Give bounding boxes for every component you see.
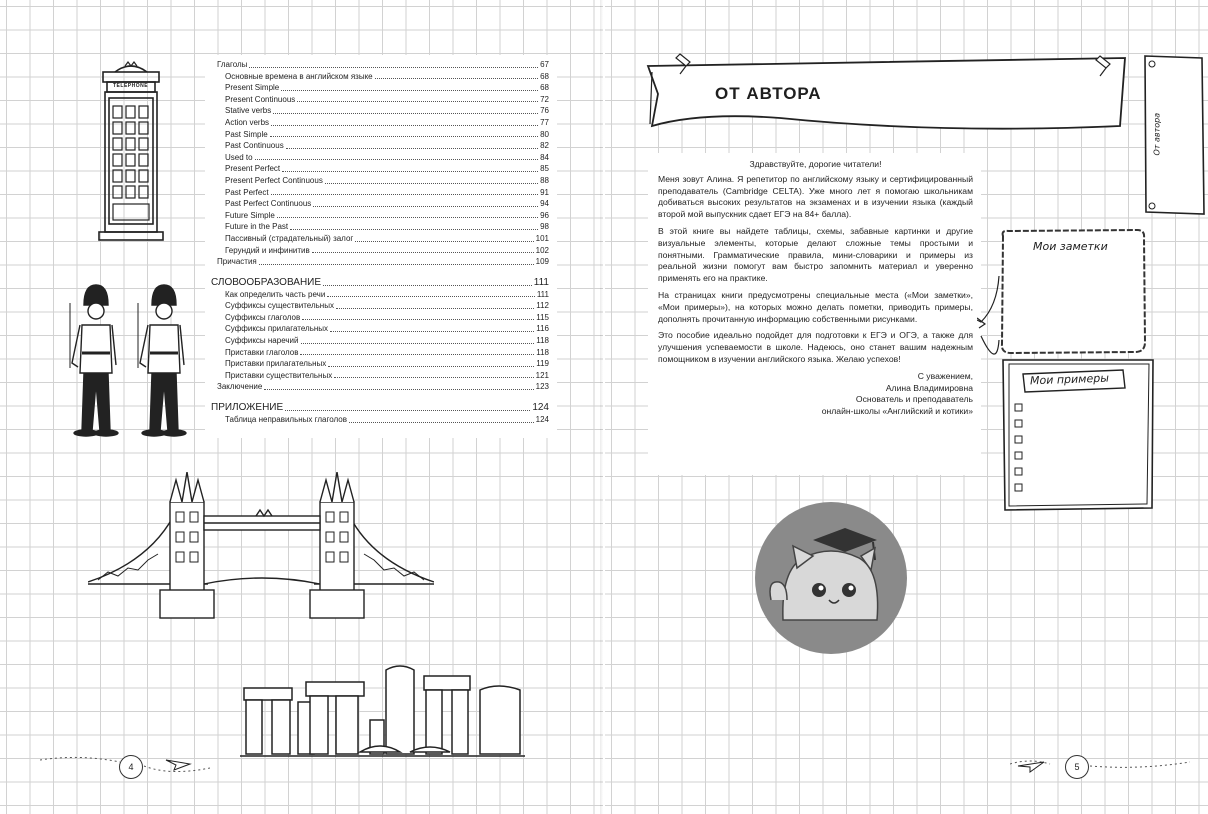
toc-entry-page: 91 (540, 187, 549, 197)
toc-row (205, 117, 557, 129)
toc-leader-dots (282, 171, 538, 172)
toc-entry-page: 96 (540, 210, 549, 220)
toc-row (205, 233, 557, 245)
paragraph: На страницах книги предусмотрены специальные места («Мои заметки», «Мои примеры»), на которых можно делать пометки, приводить примеры, дополнять прочитанную информацию собственными рисунками. (658, 289, 973, 324)
signature-line: онлайн-школы «Английский и котики» (821, 406, 973, 417)
toc-entry-label: СЛОВООБРАЗОВАНИЕ (211, 276, 322, 288)
toc-leader-dots (330, 331, 534, 332)
toc-row (205, 59, 557, 71)
notes-label: Мои заметки (1033, 240, 1108, 253)
toc-row (205, 175, 557, 187)
toc-row (205, 245, 557, 257)
toc-entry-page: 111 (533, 276, 549, 288)
toc-entry-page: 116 (536, 324, 549, 334)
toc-leader-dots (281, 90, 538, 91)
toc-entry-label: Used to (225, 152, 253, 162)
toc-leader-dots (375, 78, 538, 79)
toc-entry-label: Past Continuous (225, 141, 284, 151)
toc-entry-label: Past Perfect Continuous (225, 199, 312, 209)
toc-entry-page: 88 (540, 175, 549, 185)
toc-row (205, 152, 557, 164)
toc-entry-page: 77 (540, 117, 549, 127)
toc-entry-page: 68 (540, 71, 549, 81)
toc-entry-label: Приставки существительных (225, 370, 333, 380)
toc-row (205, 82, 557, 94)
toc-entry-page: 123 (535, 382, 549, 392)
toc-entry-label: Past Perfect (225, 187, 269, 197)
toc-row (205, 323, 557, 335)
toc-row (205, 300, 557, 312)
toc-entry-label: Future Simple (225, 210, 275, 220)
toc-entry-page: 121 (535, 370, 549, 380)
toc-entry-label: Future in the Past (225, 222, 289, 232)
toc-entry-label: ПРИЛОЖЕНИЕ (211, 402, 284, 414)
examples-label: Мои примеры (1029, 371, 1110, 388)
toc-entry-page: 118 (536, 336, 549, 346)
toc-leader-dots (325, 183, 538, 184)
toc-row (205, 347, 557, 359)
toc-entry-label: Present Perfect Continuous (225, 175, 323, 185)
toc-entry-label: Основные времена в английском языке (225, 71, 373, 81)
toc-entry-label: Глаголы (217, 60, 248, 69)
toc-entry-label: Как определить часть речи (225, 289, 326, 299)
toc-entry-label: Суффиксы наречий (225, 336, 299, 346)
toc-row (205, 163, 557, 175)
toc-entry-label: Причастия (217, 257, 257, 267)
toc-row (205, 221, 557, 233)
toc-leader-dots (328, 366, 534, 367)
toc-entry-label: Герундий и инфинитив (225, 245, 310, 255)
cat-graduate-icon (753, 500, 909, 656)
toc-entry-label: Past Simple (225, 129, 268, 139)
toc-leader-dots (259, 264, 534, 265)
toc-entry-page: 80 (540, 129, 549, 139)
author-letter (648, 153, 981, 475)
toc-leader-dots (313, 206, 538, 207)
toc-row (205, 256, 557, 268)
toc-entry-page: 124 (535, 415, 549, 425)
toc-leader-dots (323, 285, 532, 286)
toc-entry-page: 119 (536, 359, 549, 369)
toc-row (205, 335, 557, 347)
toc-row (205, 140, 557, 152)
toc-leader-dots (249, 67, 538, 68)
toc-entry-page: 118 (536, 347, 549, 357)
toc-entry-label: Action verbs (225, 117, 270, 127)
decorative-dotted-line (1010, 756, 1190, 776)
greeting: Здравствуйте, дорогие читатели! (749, 159, 882, 169)
toc-leader-dots (286, 148, 538, 149)
toc-entry-page: 76 (540, 106, 549, 116)
signature-line: Основатель и преподаватель (855, 394, 973, 405)
paragraph: Меня зовут Алина. Я репетитор по английскому языку и сертифицированный преподаватель (Cambridge CELTA). Уже много лет я помогаю школьникам добиваться высоких результатов на экзаменах и в изучении языка (каждый второй мой выпускник сдает ЕГЭ на 84+ балла). (658, 173, 973, 220)
toc-leader-dots (334, 377, 533, 378)
toc-row (205, 210, 557, 222)
toc-entry-page: 67 (540, 60, 549, 69)
toc-leader-dots (255, 159, 539, 160)
toc-entry-page: 111 (536, 289, 549, 299)
toc-row (205, 276, 557, 289)
toc-entry-label: Present Continuous (225, 94, 296, 104)
toc-leader-dots (327, 296, 535, 297)
signature-line: С уважением, (917, 370, 973, 381)
banner-title: ОТ АВТОРА (715, 84, 822, 103)
toc-entry-page: 98 (540, 222, 549, 232)
paragraph: Это пособие идеально подойдет для подготовки к ЕГЭ и ОГЭ, а также для улучшения успеваемости в школе. Надеюсь, оно станет вашим надежным помощником в изучении английского языка. Желаю успехов! (658, 330, 973, 364)
toc-entry-label: Суффиксы глаголов (225, 312, 301, 322)
toc-entry-page: 84 (540, 152, 549, 162)
toc-entry-page: 124 (532, 402, 549, 414)
booth-sign: TELEPHONE (113, 83, 149, 89)
paragraph: В этой книге вы найдете таблицы, схемы, забавные картинки и другие визуальные элементы, которые делают сложные темы простыми и понятными. Грамматические правила, мини-словарики и примеры из реальной жизни помогут вам быстро запомнить материал и уверенно применять его на практике. (658, 225, 973, 284)
toc-row (205, 312, 557, 324)
toc-entry-page: 85 (540, 164, 549, 174)
toc-leader-dots (270, 136, 538, 137)
examples-box (977, 330, 1157, 515)
stonehenge-icon (240, 660, 525, 758)
toc-entry-label: Заключение (217, 382, 263, 392)
toc-leader-dots (302, 319, 534, 320)
toc-leader-dots (264, 389, 533, 390)
toc-row (205, 187, 557, 199)
toc-leader-dots (271, 194, 539, 195)
signature-line: Алина Владимировна (885, 382, 973, 393)
toc-leader-dots (285, 410, 530, 411)
toc-row (205, 129, 557, 141)
table-of-contents (205, 55, 557, 438)
toc-leader-dots (297, 101, 538, 102)
toc-entry-page: 112 (536, 301, 549, 311)
page-number-right: 5 (1065, 755, 1089, 779)
toc-row (205, 105, 557, 117)
toc-entry-label: Present Perfect (225, 164, 281, 174)
toc-leader-dots (349, 422, 534, 423)
toc-leader-dots (290, 229, 538, 230)
side-tab-label: От автора (1152, 112, 1162, 156)
toc-row (205, 358, 557, 370)
page-number-left: 4 (119, 755, 143, 779)
toc-row (205, 71, 557, 83)
toc-entry-page: 102 (535, 245, 549, 255)
toc-entry-label: Таблица неправильных глаголов (225, 415, 347, 425)
toc-entry-label: Суффиксы существительных (225, 301, 334, 311)
toc-entry-page: 94 (540, 199, 549, 209)
toc-row (205, 414, 557, 426)
left-page (0, 0, 603, 814)
toc-entry-page: 101 (535, 233, 549, 243)
right-page (605, 0, 1208, 814)
toc-entry-label: Present Simple (225, 83, 280, 93)
toc-entry-page: 68 (540, 83, 549, 93)
toc-row (205, 289, 557, 301)
toc-entry-label: Приставки глаголов (225, 347, 299, 357)
toc-row (205, 370, 557, 382)
royal-guards-icon (64, 283, 194, 438)
toc-leader-dots (300, 354, 534, 355)
toc-leader-dots (271, 125, 538, 126)
toc-leader-dots (336, 308, 534, 309)
toc-entry-label: Суффиксы прилагательных (225, 324, 329, 334)
toc-row (205, 401, 557, 414)
toc-leader-dots (273, 113, 538, 114)
toc-leader-dots (355, 241, 533, 242)
toc-entry-page: 72 (540, 94, 549, 104)
toc-entry-label: Stative verbs (225, 106, 272, 116)
toc-entry-page: 115 (536, 312, 549, 322)
toc-entry-page: 109 (535, 257, 549, 267)
toc-leader-dots (277, 217, 538, 218)
toc-entry-page: 82 (540, 141, 549, 151)
toc-entry-label: Пассивный (страдательный) залог (225, 233, 354, 243)
toc-entry-label: Приставки прилагательных (225, 359, 327, 369)
toc-leader-dots (312, 252, 534, 253)
toc-row (205, 94, 557, 106)
toc-row (205, 381, 557, 393)
toc-leader-dots (301, 343, 535, 344)
tower-bridge-icon (88, 472, 434, 622)
toc-row (205, 198, 557, 210)
